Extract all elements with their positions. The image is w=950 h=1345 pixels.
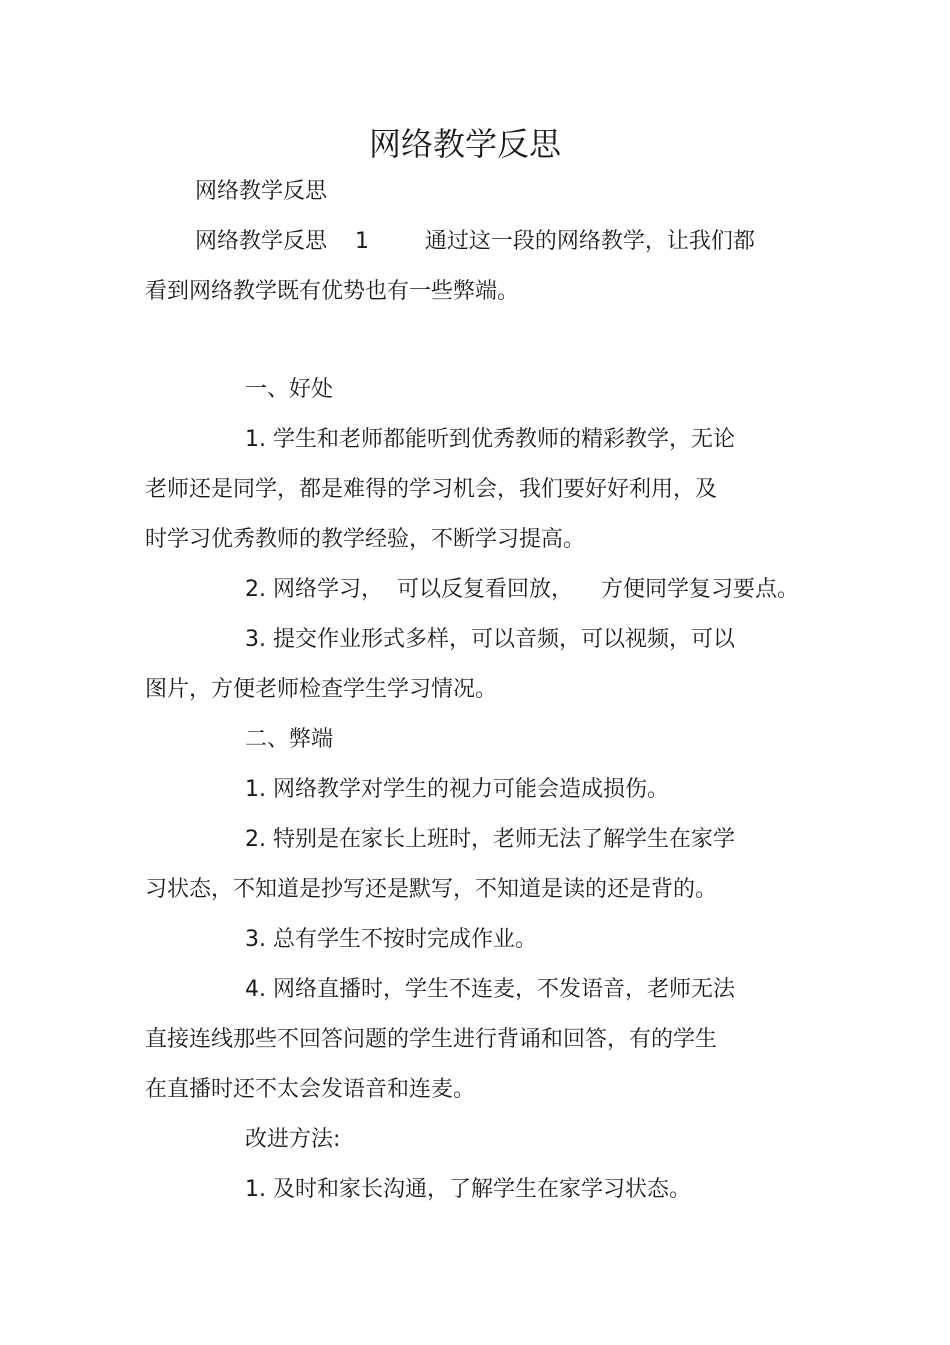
subtitle-line: 网络教学反思 <box>195 179 328 204</box>
paragraph-line: 1. 网络教学对学生的视力可能会造成损伤。 <box>245 777 669 802</box>
paragraph-line: 网络教学反思 1 通过这一段的网络教学，让我们都 <box>195 229 755 254</box>
paragraph-line: 1. 学生和老师都能听到优秀教师的精彩教学，无论 <box>245 427 735 452</box>
section-heading: 一、好处 <box>245 377 334 402</box>
paragraph-line: 1. 及时和家长沟通，了解学生在家学习状态。 <box>245 1177 691 1202</box>
paragraph-line: 2. 特别是在家长上班时，老师无法了解学生在家学 <box>245 827 735 852</box>
paragraph-line: 3. 提交作业形式多样，可以音频，可以视频，可以 <box>245 627 735 652</box>
paragraph-line: 4. 网络直播时，学生不连麦，不发语音，老师无法 <box>245 977 735 1002</box>
paragraph-line: 2. 网络学习， 可以反复看回放， 方便同学复习要点。 <box>245 577 799 602</box>
paragraph-line: 3. 总有学生不按时完成作业。 <box>245 927 537 952</box>
section-heading: 二、弊端 <box>245 727 334 752</box>
paragraph-line: 图片，方便老师检查学生学习情况。 <box>145 677 498 702</box>
paragraph-line: 老师还是同学，都是难得的学习机会，我们要好好利用，及 <box>145 477 718 502</box>
paragraph-line: 直接连线那些不回答问题的学生进行背诵和回答，有的学生 <box>145 1027 718 1052</box>
document-title: 网络教学反思 <box>368 125 561 163</box>
paragraph-line: 时学习优秀教师的教学经验，不断学习提高。 <box>145 527 586 552</box>
paragraph-line: 在直播时还不太会发语音和连麦。 <box>145 1077 476 1102</box>
section-heading: 改进方法: <box>245 1127 341 1152</box>
paragraph-line: 习状态，不知道是抄写还是默写，不知道是读的还是背的。 <box>145 877 718 902</box>
paragraph-line: 看到网络教学既有优势也有一些弊端。 <box>145 279 520 304</box>
